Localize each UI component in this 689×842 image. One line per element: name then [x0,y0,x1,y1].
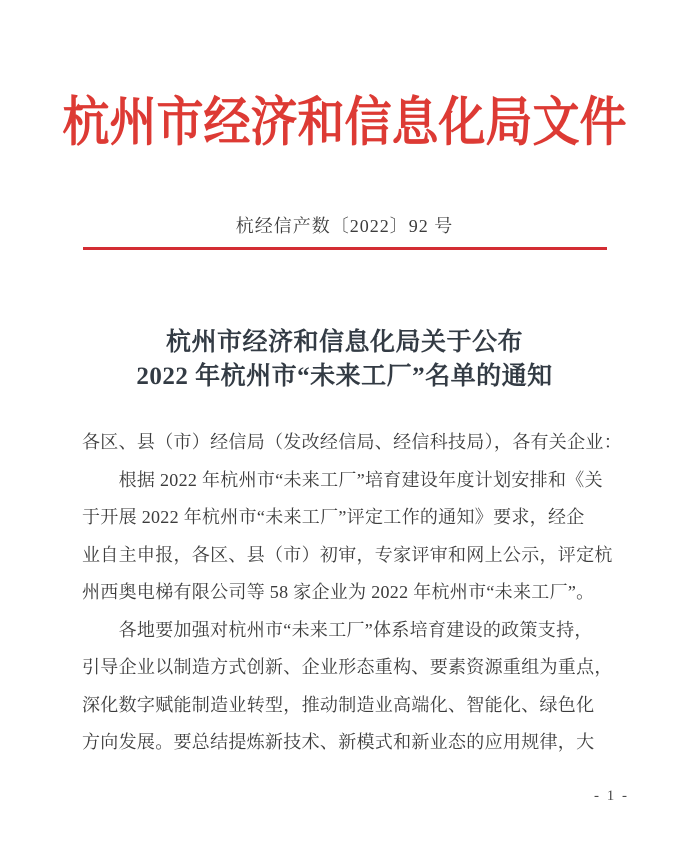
salutation-line: 各区、县（市）经信局（发改经信局、经信科技局），各有关企业： [82,432,622,452]
body-text-line: 根据 2022 年杭州市“未来工厂”培育建设年度计划安排和《关 [82,469,603,490]
title-line-2: 2022 年杭州市“未来工厂”名单的通知 [136,363,553,390]
letterhead-title: 杭州市经济和信息化局文件 [62,93,627,153]
body-text-line: 业自主申报，各区、县（市）初审，专家评审和网上公示，评定杭 [82,544,613,565]
document-number: 杭经信产数〔2022〕92 号 [235,216,454,236]
body-text-line: 各地要加强对杭州市“未来工厂”体系培育建设的政策支持， [82,619,593,640]
document-body [82,424,622,762]
body-text-line: 引导企业以制造方式创新、企业形态重构、要素资源重组为重点， [82,657,613,677]
document-title [0,326,689,394]
page-number: - 1 - [594,788,629,804]
title-line-1: 杭州市经济和信息化局关于公布 [165,329,523,356]
body-text-line: 州西奥电梯有限公司等 58 家企业为 2022 年杭州市“未来工厂”。 [82,582,595,602]
red-divider-line [83,247,607,250]
body-text-line: 方向发展。要总结提炼新技术、新模式和新业态的应用规律，大 [82,732,595,752]
body-text-line: 于开展 2022 年杭州市“未来工厂”评定工作的通知》要求，经企 [82,507,585,527]
body-text-line: 深化数字赋能制造业转型，推动制造业高端化、智能化、绿色化 [82,694,595,715]
